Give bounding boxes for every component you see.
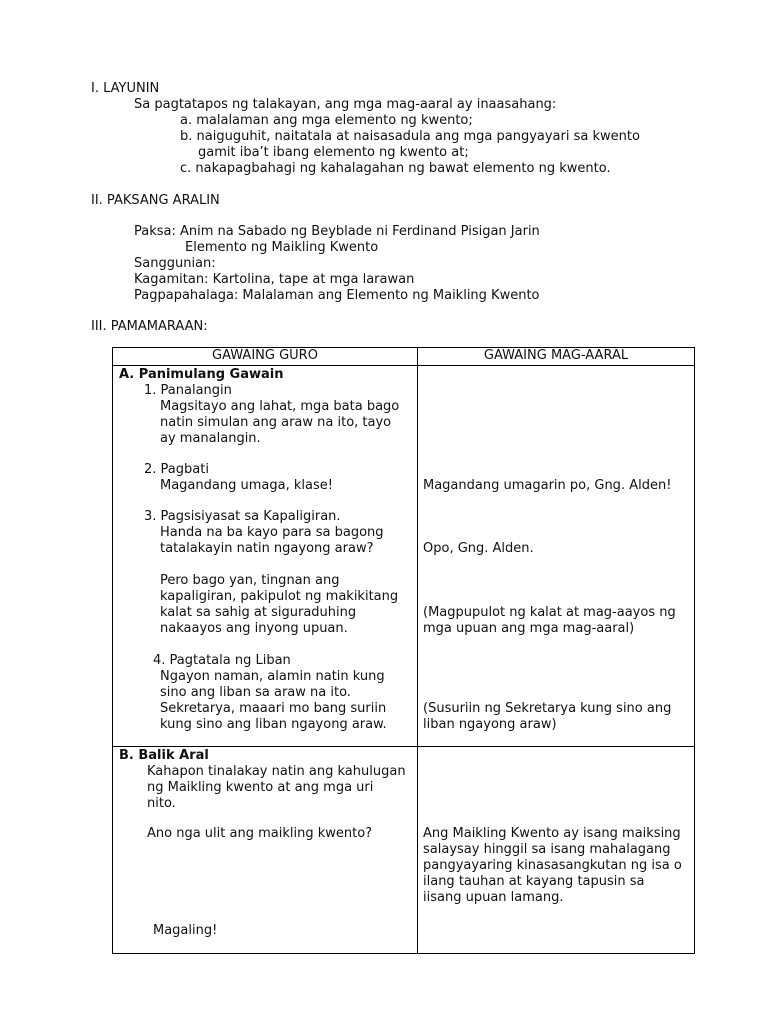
section-a-title: A. Panimulang Gawain: [119, 367, 284, 382]
guro-b-line: Ano nga ulit ang maikling kwento?: [147, 826, 373, 841]
section-a-aaral-cell: [418, 366, 695, 747]
layunin-intro: Sa pagtatapos ng talakayan, ang mga mag-aaral ay inaasahang:: [134, 97, 557, 112]
section-b-guro-cell: [113, 747, 418, 954]
aaral-a-line: liban ngayong araw): [423, 717, 557, 732]
pamamaraan-heading: III. PAMAMARAAN:: [91, 319, 208, 334]
aaral-b-line: Ang Maikling Kwento ay isang maiksing: [423, 826, 681, 841]
aaral-b-line: ilang tauhan at kayang tapusin sa: [423, 874, 645, 889]
guro-a-line: 3. Pagsisiyasat sa Kapaligiran.: [144, 509, 341, 524]
paksa-line-cont: Elemento ng Maikling Kwento: [185, 240, 379, 255]
layunin-item-b: b. naiguguhit, naitatala at naisasadula ang mga pangyayari sa kwento: [180, 129, 640, 144]
header-gawaing-guro: GAWAING GURO: [113, 348, 418, 366]
guro-b-line: nito.: [147, 796, 176, 811]
guro-a-line: 4. Pagtatala ng Liban: [153, 653, 291, 668]
guro-a-line: Sekretarya, maaari mo bang suriin: [160, 701, 387, 716]
guro-a-line: Magsitayo ang lahat, mga bata bago: [160, 399, 400, 414]
guro-a-line: sino ang liban sa araw na ito.: [160, 685, 351, 700]
guro-a-line: kalat sa sahig at siguraduhing: [160, 605, 357, 620]
guro-a-line: kapaligiran, pakipulot ng makikitang: [160, 589, 399, 604]
guro-a-line: Handa na ba kayo para sa bagong: [160, 525, 384, 540]
layunin-item-b-cont: gamit iba’t ibang elemento ng kwento at;: [198, 145, 469, 160]
guro-a-line: ay manalangin.: [160, 431, 261, 446]
guro-a-line: Magandang umaga, klase!: [160, 478, 333, 493]
layunin-item-c: c. nakapagbahagi ng kahalagahan ng bawat elemento ng kwento.: [180, 161, 611, 176]
guro-a-line: kung sino ang liban ngayong araw.: [160, 717, 387, 732]
guro-b-line: ng Maikling kwento at ang mga uri: [147, 780, 374, 795]
section-b-title: B. Balik Aral: [119, 748, 209, 763]
aaral-a-line: mga upuan ang mga mag-aaral): [423, 621, 635, 636]
sanggunian-line: Sanggunian:: [134, 256, 216, 271]
guro-a-line: Ngayon naman, alamin natin kung: [160, 669, 385, 684]
guro-b-line: Magaling!: [153, 923, 218, 938]
aaral-b-line: iisang upuan lamang.: [423, 890, 564, 905]
guro-a-line: natin simulan ang araw na ito, tayo: [160, 415, 392, 430]
lesson-plan-table: [112, 347, 695, 954]
aaral-a-line: (Susuriin ng Sekretarya kung sino ang: [423, 701, 672, 716]
layunin-heading: I. LAYUNIN: [91, 81, 160, 96]
guro-a-line: 2. Pagbati: [144, 462, 209, 477]
aaral-a-line: Magandang umagarin po, Gng. Alden!: [423, 478, 672, 493]
paksang-aralin-heading: II. PAKSANG ARALIN: [91, 193, 220, 208]
guro-b-line: Kahapon tinalakay natin ang kahulugan: [147, 764, 406, 779]
header-gawaing-mag-aaral: GAWAING MAG-AARAL: [418, 348, 695, 366]
kagamitan-line: Kagamitan: Kartolina, tape at mga larawan: [134, 272, 415, 287]
section-b-aaral-cell: [418, 747, 695, 954]
pagpapahalaga-line: Pagpapahalaga: Malalaman ang Elemento ng Maikling Kwento: [134, 288, 540, 303]
guro-a-line: Pero bago yan, tingnan ang: [160, 573, 340, 588]
layunin-item-a: a. malalaman ang mga elemento ng kwento;: [180, 113, 473, 128]
paksa-line: Paksa: Anim na Sabado ng Beyblade ni Ferdinand Pisigan Jarin: [134, 224, 540, 239]
guro-a-line: nakaayos ang inyong upuan.: [160, 621, 348, 636]
guro-a-line: tatalakayin natin ngayong araw?: [160, 541, 374, 556]
aaral-b-line: pangyayaring kinasasangkutan ng isa o: [423, 858, 682, 873]
section-a-guro-cell: [113, 366, 418, 747]
aaral-a-line: (Magpupulot ng kalat at mag-aayos ng: [423, 605, 676, 620]
guro-a-line: 1. Panalangin: [144, 383, 232, 398]
aaral-b-line: salaysay hinggil sa isang mahalagang: [423, 842, 671, 857]
aaral-a-line: Opo, Gng. Alden.: [423, 541, 534, 556]
